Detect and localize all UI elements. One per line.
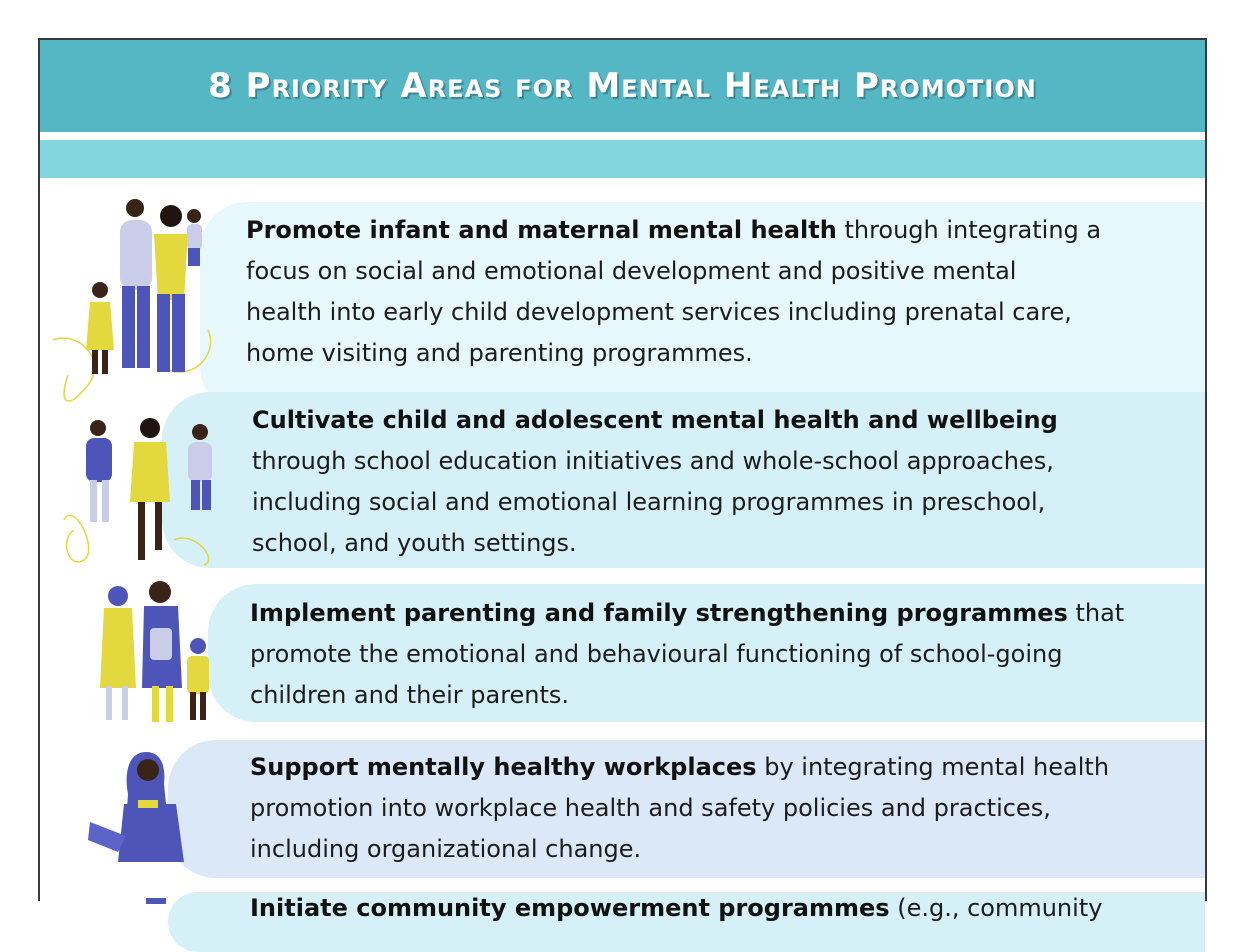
priority-text-3 bbox=[250, 593, 1124, 716]
title-banner bbox=[40, 40, 1205, 132]
priority-heading-4: Support mentally healthy workplaces bbox=[250, 753, 757, 781]
infographic-card bbox=[38, 38, 1207, 922]
priority-line-1b: focus on social and emotional development and positive mental bbox=[246, 257, 1017, 285]
parents-children-icon bbox=[92, 578, 222, 728]
priority-heading-5: Initiate community empowerment programmes bbox=[250, 894, 890, 922]
priority-line-2b: through school education initiatives and whole-school approaches, bbox=[252, 447, 1054, 475]
priority-text-2 bbox=[252, 400, 1058, 564]
priority-heading-3: Implement parenting and family strengthening programmes bbox=[250, 599, 1068, 627]
priority-text-1 bbox=[246, 210, 1101, 374]
title-underband bbox=[40, 140, 1205, 178]
priority-line-3a: that bbox=[1067, 599, 1125, 627]
priority-heading-1: Promote infant and maternal mental health bbox=[246, 216, 837, 244]
priority-line-2c: including social and emotional learning programmes in preschool, bbox=[252, 488, 1046, 516]
priority-heading-2: Cultivate child and adolescent mental health and wellbeing bbox=[252, 406, 1058, 434]
priority-text-4 bbox=[250, 747, 1109, 870]
priority-line-3b: promote the emotional and behavioural functioning of school-going bbox=[250, 640, 1063, 668]
priority-line-5a: (e.g., community bbox=[889, 894, 1103, 922]
priority-line-4a: by integrating mental health bbox=[756, 753, 1110, 781]
page-title: 8 Priority Areas for Mental Health Promotion bbox=[208, 66, 1037, 106]
priority-line-1c: health into early child development services including prenatal care, bbox=[246, 298, 1072, 326]
priority-line-1a: through integrating a bbox=[836, 216, 1102, 244]
priority-line-4b: promotion into workplace health and safety policies and practices, bbox=[250, 794, 1051, 822]
priority-text-5 bbox=[250, 888, 1102, 929]
community-icon bbox=[140, 894, 180, 904]
family-icon bbox=[48, 190, 228, 420]
priority-line-3c: children and their parents. bbox=[250, 681, 570, 709]
children-running-icon bbox=[54, 410, 224, 570]
worker-laptop-icon bbox=[88, 744, 208, 864]
priority-line-4c: including organizational change. bbox=[250, 835, 642, 863]
priority-line-1d: home visiting and parenting programmes. bbox=[246, 339, 753, 367]
priority-line-2d: school, and youth settings. bbox=[252, 529, 577, 557]
